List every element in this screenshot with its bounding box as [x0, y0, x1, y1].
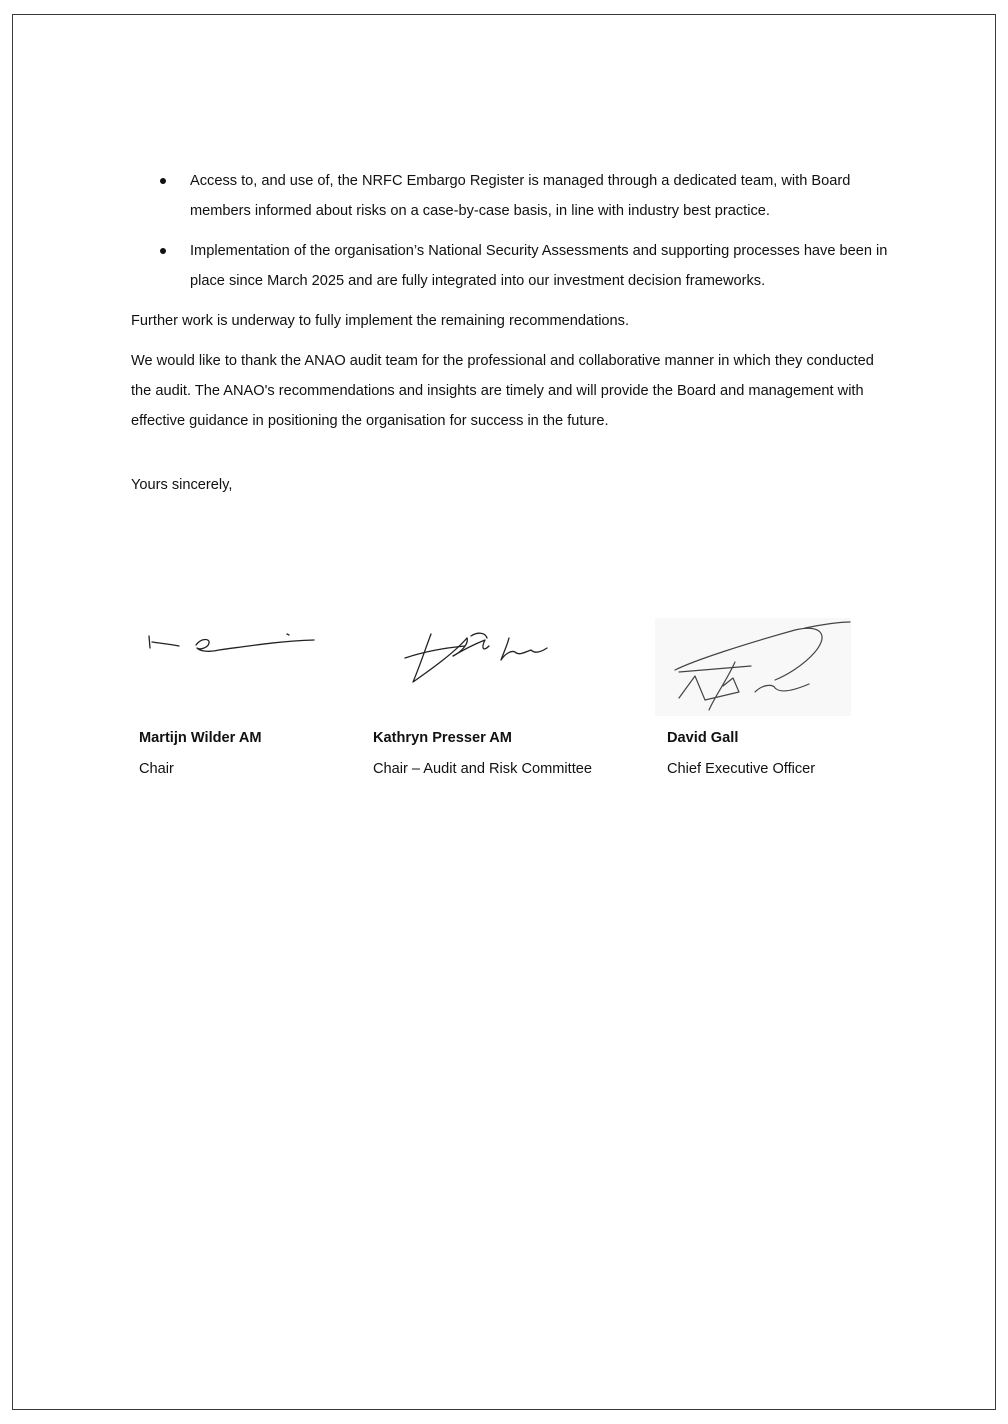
signature-image — [373, 610, 613, 720]
letter-body — [131, 166, 891, 510]
signature-image — [139, 610, 379, 720]
paragraph: Further work is underway to fully implement the remaining recommendations. — [131, 313, 630, 329]
paragraph: We would like to thank the ANAO audit team for the professional and collaborative manner in which they conducted the audit. The ANAO's recommendations and insights are timely and will provide the Board and management with effective guidance in positioning the organisation for success in the future. — [131, 353, 874, 429]
bullet-list — [131, 166, 891, 296]
signature-section — [0, 610, 1008, 810]
list-item — [131, 166, 891, 226]
signatory-title: Chair — [139, 761, 174, 777]
closing-salutation: Yours sincerely, — [131, 477, 233, 493]
signatory-name: Martijn Wilder AM — [139, 730, 262, 746]
signatory-title: Chair – Audit and Risk Committee — [373, 761, 592, 777]
bullet-text: Access to, and use of, the NRFC Embargo Register is managed through a dedicated team, with Board members informed about risks on a case-by-case basis, in line with industry best practice. — [190, 173, 851, 219]
bullet-text: Implementation of the organisation’s National Security Assessments and supporting processes have been in place since March 2025 and are fully integrated into our investment decision frameworks. — [190, 243, 888, 289]
signatory-name: Kathryn Presser AM — [373, 730, 512, 746]
bullet-icon — [160, 248, 166, 254]
signatory-title: Chief Executive Officer — [667, 761, 816, 777]
signature-image — [655, 610, 895, 720]
bullet-icon — [160, 178, 166, 184]
list-item — [131, 236, 891, 296]
signatory-name: David Gall — [667, 730, 739, 746]
